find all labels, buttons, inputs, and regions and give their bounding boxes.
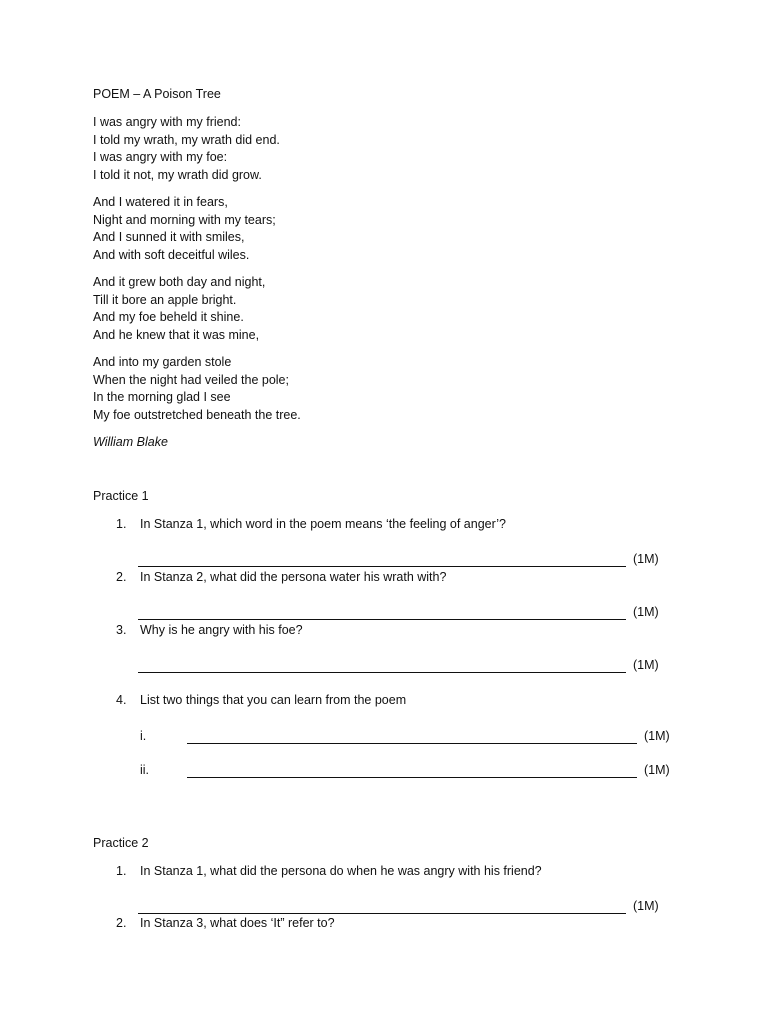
question-number: 1. (116, 517, 127, 531)
poem-line: And I watered it in fears, (93, 195, 228, 209)
practice-2-question-2 (116, 916, 335, 930)
practice-1-heading: Practice 1 (93, 489, 149, 503)
poem-line: My foe outstretched beneath the tree. (93, 408, 301, 423)
poem-line: Night and morning with my tears; (93, 212, 276, 227)
practice-1-question-3 (116, 623, 303, 637)
poem-line: I was angry with my foe: (93, 150, 228, 165)
poem-stanza-2 (93, 194, 276, 265)
poem-line: And into my garden stole (93, 355, 232, 369)
question-text: Why is he angry with his foe? (140, 623, 303, 637)
poem-stanza-4 (93, 354, 301, 425)
mark-label: (1M) (644, 729, 670, 743)
poem-stanza-3 (93, 274, 265, 345)
question-number: 3. (116, 623, 127, 637)
poem-line: I was angry with my friend: (93, 115, 241, 129)
answer-line[interactable] (138, 618, 626, 620)
question-text: In Stanza 2, what did the persona water his wrath with? (140, 570, 447, 584)
sub-item-label: ii. (140, 763, 150, 777)
poem-line: When the night had veiled the pole; (93, 372, 289, 387)
poem-line: Till it bore an apple bright. (93, 292, 237, 307)
practice-1-question-1 (116, 517, 506, 531)
sub-item-label: i. (140, 729, 147, 743)
poem-title: POEM – A Poison Tree (93, 87, 221, 101)
question-text: List two things that you can learn from the poem (140, 693, 407, 707)
poem-line: I told it not, my wrath did grow. (93, 168, 262, 183)
answer-line[interactable] (138, 912, 626, 914)
answer-line[interactable] (138, 565, 626, 567)
poem-line: And he knew that it was mine, (93, 328, 260, 343)
poem-line: And I sunned it with smiles, (93, 230, 245, 245)
question-number: 4. (116, 693, 127, 707)
question-text: In Stanza 3, what does ‘It” refer to? (140, 916, 335, 930)
question-number: 2. (116, 570, 127, 584)
mark-label: (1M) (633, 552, 659, 566)
mark-label: (1M) (633, 658, 659, 672)
poem-line: I told my wrath, my wrath did end. (93, 132, 280, 147)
mark-label: (1M) (633, 899, 659, 913)
mark-label: (1M) (633, 605, 659, 619)
poem-line: In the morning glad I see (93, 390, 231, 405)
poem-stanza-1 (93, 114, 280, 185)
question-text: In Stanza 1, which word in the poem means ‘the feeling of anger’? (140, 517, 506, 531)
answer-line[interactable] (138, 671, 626, 673)
practice-2-question-1 (116, 864, 542, 878)
question-text: In Stanza 1, what did the persona do when he was angry with his friend? (140, 864, 542, 878)
poem-line: And it grew both day and night, (93, 275, 266, 289)
practice-1-question-2 (116, 570, 446, 584)
practice-2-heading: Practice 2 (93, 836, 149, 850)
practice-1-question-4 (116, 693, 406, 707)
answer-line[interactable] (187, 742, 637, 744)
mark-label: (1M) (644, 763, 670, 777)
answer-line[interactable] (187, 776, 637, 778)
question-number: 1. (116, 864, 127, 878)
poem-line: And my foe beheld it shine. (93, 310, 244, 325)
poem-author: William Blake (93, 435, 168, 449)
question-number: 2. (116, 916, 127, 930)
poem-line: And with soft deceitful wiles. (93, 248, 250, 263)
